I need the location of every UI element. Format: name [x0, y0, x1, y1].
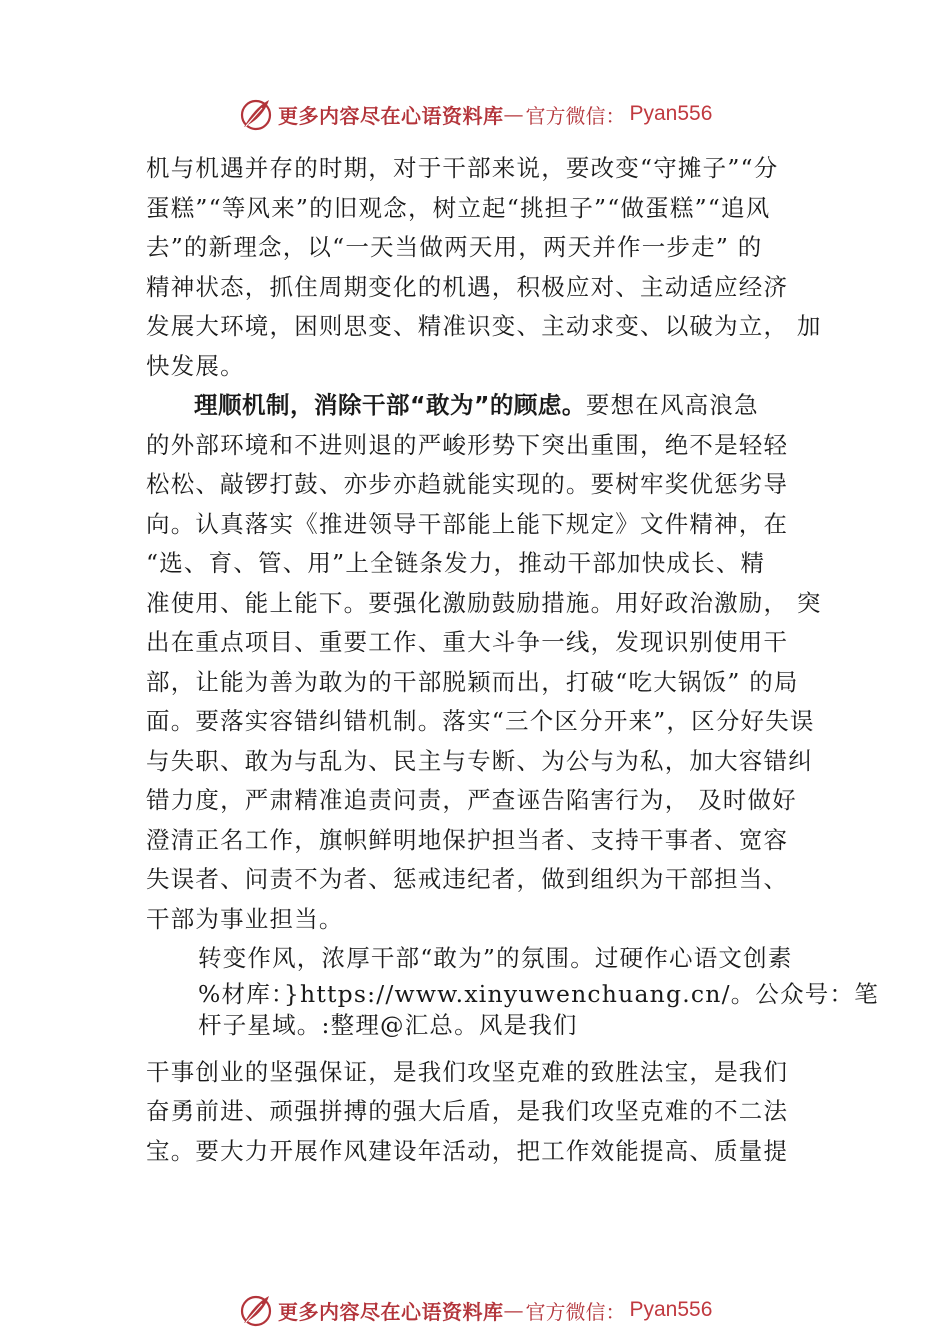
feather-pen-logo-icon	[238, 96, 274, 132]
text-line: 发展大环境，困则思变、精准识变、主动求变、以破为立， 加	[146, 312, 822, 340]
text-line: 向。认真落实《推进领导干部能上能下规定》文件精神，在	[146, 509, 789, 538]
paragraph-3-source-note	[146, 939, 879, 1041]
watermark-label: 官方微信：	[525, 1299, 626, 1324]
footer-watermark	[238, 1290, 712, 1330]
text-line: 面。要落实容错纠错机制。落实“三个区分开来”，区分好失误	[146, 707, 815, 735]
text-line: 机与机遇并存的时期，对于干部来说，要改变“守摊子”“分	[146, 154, 779, 182]
watermark-wechat-id: Pyan556	[629, 1298, 713, 1321]
paragraph-4	[146, 1053, 836, 1172]
text-line: “选、育、管、用”上全链条发力，推动干部加快成长、精	[146, 549, 766, 577]
feather-pen-logo-icon	[238, 1292, 274, 1328]
text-line: 去”的新理念，以“一天当做两天用，两天并作一步走” 的	[146, 233, 763, 261]
watermark-separator: —	[503, 102, 524, 126]
text-line: 奋勇前进、顽强拼搏的强大后盾，是我们攻坚克难的不二法	[146, 1097, 789, 1125]
text-line: %材库：}https://www.xinyuwenchuang.cn/。公众号：笔	[198, 979, 879, 1008]
text-span: 要想在风高浪急	[585, 391, 759, 419]
text-line: 宝。要大力开展作风建设年活动，把工作效能提高、质量提	[146, 1136, 789, 1165]
text-line: 精神状态，抓住周期变化的机遇，积极应对、主动适应经济	[146, 272, 789, 301]
text-line: 出在重点项目、重要工作、重大斗争一线，发现识别使用干	[146, 628, 789, 656]
paragraph-2	[146, 386, 836, 939]
watermark-brand: 更多内容尽在心语资料库	[278, 103, 504, 128]
text-line: 澄清正名工作，旗帜鲜明地保护担当者、支持干事者、宽容	[146, 825, 789, 854]
text-line: 转变作风，浓厚干部“敢为”的氛围。过硬作心语文创素	[198, 944, 793, 972]
text-line: 与失职、敢为与乱为、民主与专断、为公与为私，加大容错纠	[146, 746, 813, 775]
text-line: 准使用、能上能下。要强化激励鼓励措施。用好政治激励， 突	[146, 588, 822, 617]
watermark-brand: 更多内容尽在心语资料库	[278, 1299, 504, 1324]
section-heading: 理顺机制，消除干部“敢为”的顾虑。	[194, 391, 586, 419]
text-line: 错力度，严肃精准追责问责，严查诬告陷害行为， 及时做好	[146, 786, 797, 814]
paragraph-1	[146, 149, 836, 386]
text-line: 的外部环境和不进则退的严峻形势下突出重围，绝不是轻轻	[146, 430, 789, 459]
text-line: 干部为事业担当。	[146, 904, 344, 933]
text-line: 失误者、问责不为者、惩戒违纪者，做到组织为干部担当、	[146, 865, 789, 893]
text-line: 松松、敲锣打鼓、亦步亦趋就能实现的。要树牢奖优惩劣导	[146, 470, 789, 498]
text-line: 快发展。	[146, 351, 245, 380]
paragraph-2-first-line	[146, 386, 836, 426]
text-line: 蛋糕”“等风来”的旧观念，树立起“挑担子”“做蛋糕”“追风	[146, 193, 771, 222]
text-line: 杆子星域。:整理@汇总。风是我们	[198, 1010, 578, 1039]
watermark-label: 官方微信：	[525, 103, 626, 128]
document-body	[146, 149, 879, 1171]
watermark-separator: —	[503, 1298, 524, 1322]
text-line: 部，让能为善为敢为的干部脱颖而出，打破“吃大锅饭” 的局	[146, 667, 799, 696]
text-line: 干事创业的坚强保证，是我们攻坚克难的致胜法宝，是我们	[146, 1057, 789, 1086]
header-watermark	[238, 94, 712, 134]
watermark-wechat-id: Pyan556	[629, 102, 713, 125]
